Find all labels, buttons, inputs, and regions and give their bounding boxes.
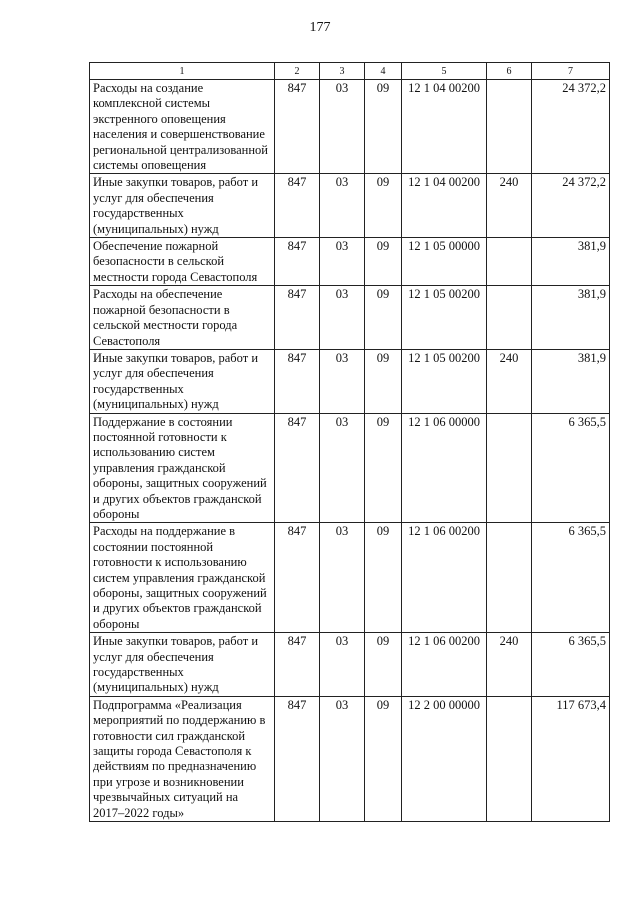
row-amount: 381,9 — [532, 349, 610, 413]
row-expense-type — [487, 238, 532, 286]
table-row — [90, 174, 610, 238]
table-row — [90, 349, 610, 413]
row-section: 03 — [320, 633, 365, 697]
row-section: 03 — [320, 174, 365, 238]
table-row — [90, 413, 610, 523]
row-target-article: 12 1 06 00200 — [402, 633, 487, 697]
row-name: Расходы на поддержание в состоянии постоянной готовности к использованию систем управления гражданской обороны, защитных сооружений и других объектов гражданской обороны — [90, 523, 275, 633]
row-expense-type: 240 — [487, 349, 532, 413]
row-subsection: 09 — [365, 238, 402, 286]
row-target-article: 12 1 06 00000 — [402, 413, 487, 523]
row-section: 03 — [320, 413, 365, 523]
row-expense-type — [487, 413, 532, 523]
row-expense-type — [487, 523, 532, 633]
row-code-admin: 847 — [275, 633, 320, 697]
column-header: 7 — [532, 63, 610, 80]
column-header: 6 — [487, 63, 532, 80]
row-name: Расходы на обеспечение пожарной безопасности в сельской местности города Севастополя — [90, 286, 275, 350]
row-code-admin: 847 — [275, 349, 320, 413]
row-subsection: 09 — [365, 696, 402, 821]
row-target-article: 12 1 05 00200 — [402, 286, 487, 350]
row-amount: 117 673,4 — [532, 696, 610, 821]
row-code-admin: 847 — [275, 696, 320, 821]
column-header: 2 — [275, 63, 320, 80]
row-section: 03 — [320, 80, 365, 174]
column-header: 3 — [320, 63, 365, 80]
row-expense-type — [487, 696, 532, 821]
row-section: 03 — [320, 286, 365, 350]
table-row — [90, 696, 610, 821]
table-row — [90, 523, 610, 633]
table-row — [90, 286, 610, 350]
row-target-article: 12 2 00 00000 — [402, 696, 487, 821]
page-number: 177 — [309, 20, 331, 35]
row-name: Подпрограмма «Реализация мероприятий по поддержанию в готовности сил гражданской защиты города Севастополя к действиям по предназначению при угрозе и возникновении чрезвычайных ситуаций на 2017–2022 годы» — [90, 696, 275, 821]
row-name: Иные закупки товаров, работ и услуг для обеспечения государственных (муниципальных) нужд — [90, 174, 275, 238]
row-code-admin: 847 — [275, 174, 320, 238]
column-header: 4 — [365, 63, 402, 80]
row-code-admin: 847 — [275, 523, 320, 633]
budget-table — [89, 62, 610, 822]
row-target-article: 12 1 04 00200 — [402, 174, 487, 238]
row-code-admin: 847 — [275, 286, 320, 350]
row-section: 03 — [320, 523, 365, 633]
row-amount: 24 372,2 — [532, 80, 610, 174]
row-amount: 6 365,5 — [532, 633, 610, 697]
row-expense-type — [487, 80, 532, 174]
table-row — [90, 238, 610, 286]
row-target-article: 12 1 05 00200 — [402, 349, 487, 413]
row-subsection: 09 — [365, 633, 402, 697]
row-subsection: 09 — [365, 349, 402, 413]
row-subsection: 09 — [365, 286, 402, 350]
row-target-article: 12 1 06 00200 — [402, 523, 487, 633]
row-amount: 381,9 — [532, 238, 610, 286]
row-name: Поддержание в состоянии постоянной готовности к использованию систем управления гражданской обороны, защитных сооружений и других объектов гражданской обороны — [90, 413, 275, 523]
row-target-article: 12 1 04 00200 — [402, 80, 487, 174]
row-section: 03 — [320, 238, 365, 286]
table-row — [90, 633, 610, 697]
row-code-admin: 847 — [275, 413, 320, 523]
row-amount: 381,9 — [532, 286, 610, 350]
row-name: Иные закупки товаров, работ и услуг для обеспечения государственных (муниципальных) нужд — [90, 633, 275, 697]
row-expense-type: 240 — [487, 633, 532, 697]
table-row — [90, 80, 610, 174]
row-subsection: 09 — [365, 413, 402, 523]
column-header: 5 — [402, 63, 487, 80]
row-subsection: 09 — [365, 174, 402, 238]
column-header: 1 — [90, 63, 275, 80]
row-amount: 6 365,5 — [532, 413, 610, 523]
row-code-admin: 847 — [275, 238, 320, 286]
row-code-admin: 847 — [275, 80, 320, 174]
row-subsection: 09 — [365, 80, 402, 174]
row-amount: 6 365,5 — [532, 523, 610, 633]
row-name: Расходы на создание комплексной системы экстренного оповещения населения и совершенствование региональной централизованной системы оповещения — [90, 80, 275, 174]
row-expense-type — [487, 286, 532, 350]
row-subsection: 09 — [365, 523, 402, 633]
row-name: Обеспечение пожарной безопасности в сельской местности города Севастополя — [90, 238, 275, 286]
row-section: 03 — [320, 696, 365, 821]
row-section: 03 — [320, 349, 365, 413]
row-expense-type: 240 — [487, 174, 532, 238]
row-amount: 24 372,2 — [532, 174, 610, 238]
row-target-article: 12 1 05 00000 — [402, 238, 487, 286]
table-header-row — [90, 63, 610, 80]
row-name: Иные закупки товаров, работ и услуг для обеспечения государственных (муниципальных) нужд — [90, 349, 275, 413]
